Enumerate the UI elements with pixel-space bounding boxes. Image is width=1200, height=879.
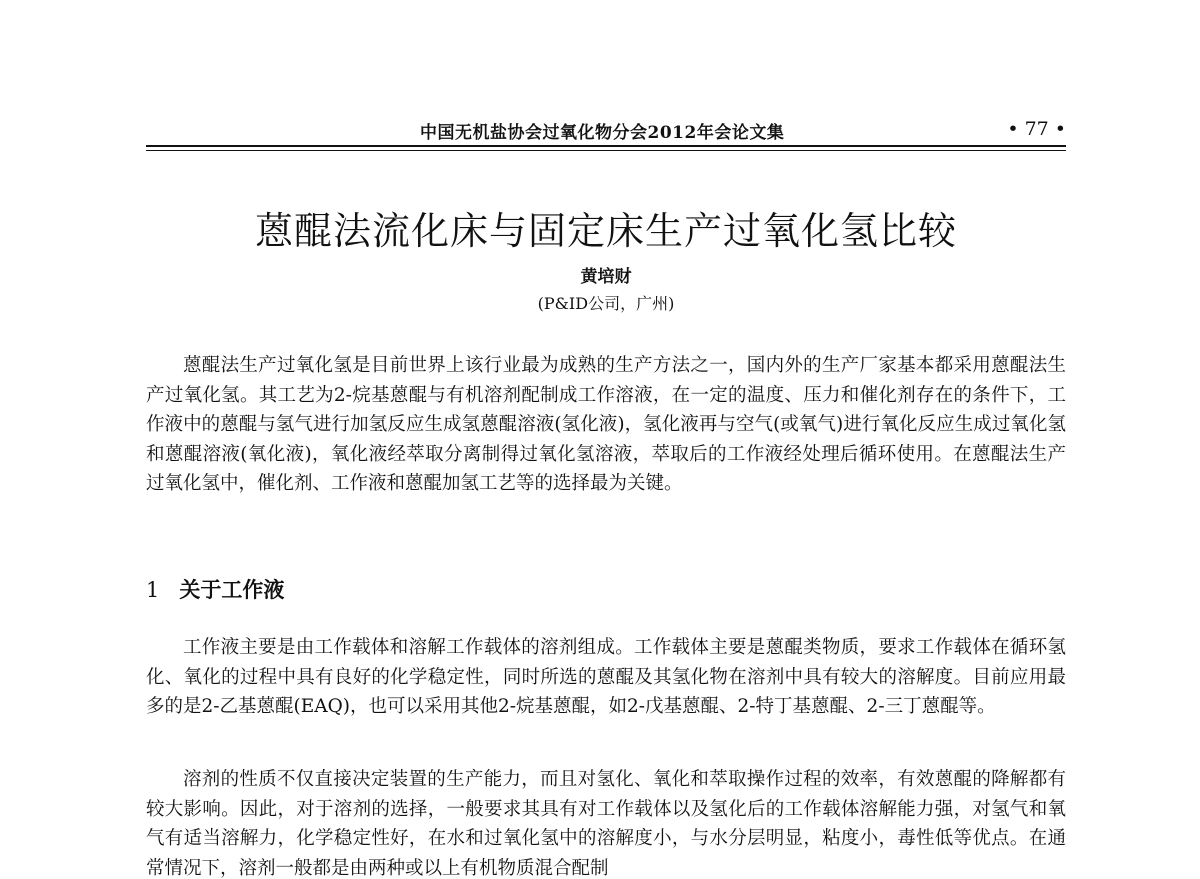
running-header	[146, 116, 1066, 144]
header-rule-thin	[146, 150, 1066, 151]
body-paragraph: 溶剂的性质不仅直接决定装置的生产能力，而且对氢化、氧化和萃取操作过程的效率，有效蒽醌的降解都有较大影响。因此，对于溶剂的选择，一般要求其具有对工作载体以及氢化后的工作载体溶解能力强，对氢气和氧气有适当溶解力，化学稳定性好，在水和过氧化氢中的溶解度小，与水分层明显，粘度小，毒性低等优点。在通常情况下，溶剂一般都是由两种或以上有机物质混合配制	[146, 769, 1066, 879]
author-affiliation: (P&ID公司，广州)	[537, 294, 675, 313]
section-title: 关于工作液	[179, 577, 285, 602]
running-title: 中国无机盐协会过氧化物分会2012年会论文集	[420, 123, 785, 143]
section-number: 1	[146, 578, 160, 602]
article-title: 蒽醌法流化床与固定床生产过氧化氢比较	[254, 209, 957, 253]
author-name: 黄培财	[580, 267, 632, 287]
header-rule-thick	[146, 145, 1066, 147]
body-paragraph: 工作液主要是由工作载体和溶解工作载体的溶剂组成。工作载体主要是蒽醌类物质，要求工作载体在循环氢化、氧化的过程中具有良好的化学稳定性，同时所选的蒽醌及其氢化物在溶剂中具有较大的溶解度。目前应用最多的是2-乙基蒽醌(EAQ)，也可以采用其他2-烷基蒽醌，如2-戊基蒽醌、2-特丁基蒽醌、2-三丁蒽醌等。	[146, 637, 1066, 717]
section-heading	[146, 574, 284, 604]
page-number: • 77 •	[1007, 118, 1066, 140]
intro-paragraph: 蒽醌法生产过氧化氢是目前世界上该行业最为成熟的生产方法之一，国内外的生产厂家基本都采用蒽醌法生产过氧化氢。其工艺为2-烷基蒽醌与有机溶剂配制成工作溶液，在一定的温度、压力和催化剂存在的条件下，工作液中的蒽醌与氢气进行加氢反应生成氢蒽醌溶液(氢化液)，氢化液再与空气(或氧气)进行氧化反应生成过氧化氢和蒽醌溶液(氧化液)，氧化液经萃取分离制得过氧化氢溶液，萃取后的工作液经处理后循环使用。在蒽醌法生产过氧化氢中，催化剂、工作液和蒽醌加氢工艺等的选择最为关键。	[146, 355, 1066, 494]
